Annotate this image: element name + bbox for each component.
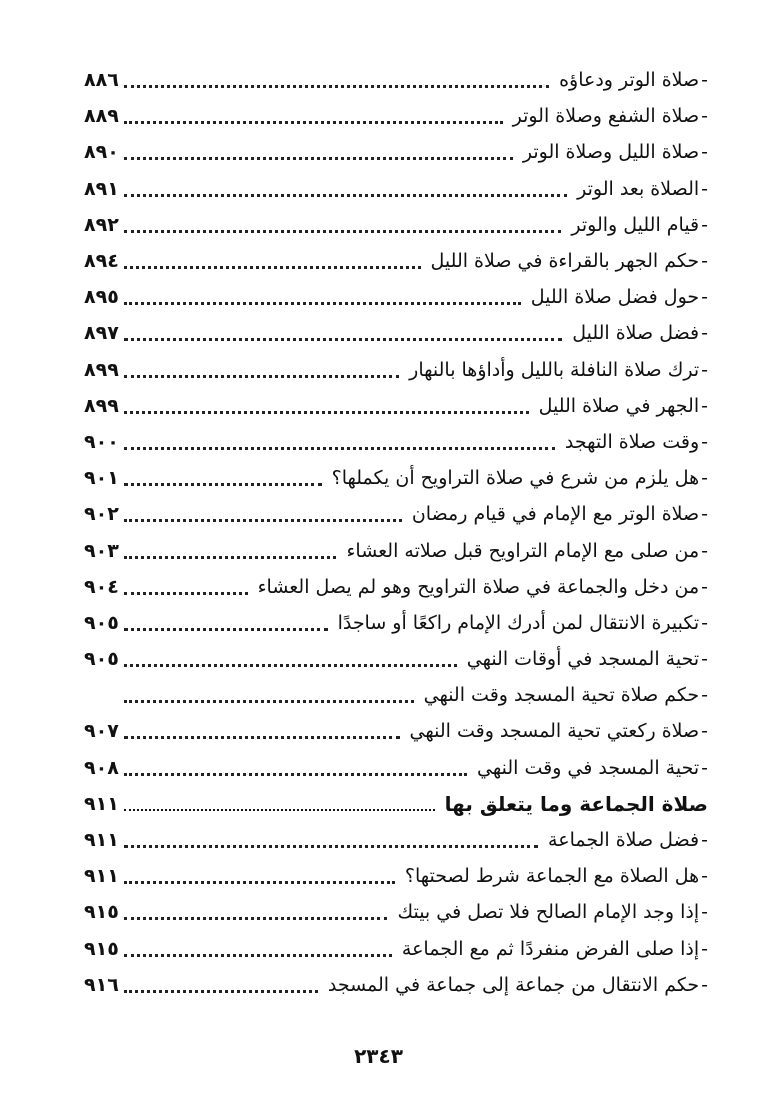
entry-dash-marker: - bbox=[701, 973, 708, 996]
entry-dash-marker: - bbox=[701, 322, 708, 345]
toc-entry bbox=[84, 315, 708, 351]
dot-leader bbox=[124, 916, 387, 920]
entry-dash-marker: - bbox=[701, 105, 708, 128]
entry-dash-marker: - bbox=[701, 575, 708, 598]
entry-dash-marker: - bbox=[701, 141, 708, 164]
toc-entry-text: فضل صلاة الجماعة bbox=[548, 829, 700, 852]
toc-entry bbox=[84, 98, 708, 134]
entry-dash-marker: - bbox=[701, 503, 708, 526]
toc-entry-text: صلاة الجماعة وما يتعلق بها bbox=[444, 791, 708, 816]
toc-entry-title bbox=[439, 792, 708, 816]
toc-entry-page: ٩١٦ bbox=[84, 973, 119, 996]
toc-entry-title bbox=[517, 141, 708, 163]
entry-dash-marker: - bbox=[701, 684, 708, 707]
toc-entry-page: ٩٠٣ bbox=[84, 539, 119, 562]
toc-entry-text: الصلاة بعد الوتر bbox=[577, 177, 700, 200]
entry-dash-marker: - bbox=[701, 901, 708, 924]
toc-entry-title bbox=[322, 974, 708, 996]
toc-entry-page: ٩٠٥ bbox=[84, 611, 119, 634]
toc-entry-title bbox=[418, 684, 708, 706]
toc-entry bbox=[84, 713, 708, 749]
toc-entry bbox=[84, 134, 708, 170]
entry-dash-marker: - bbox=[701, 937, 708, 960]
toc-entry-text: فضل صلاة الليل bbox=[572, 322, 700, 345]
entry-dash-marker: - bbox=[701, 286, 708, 309]
toc-entry-page: ٨٩٤ bbox=[84, 250, 119, 273]
dot-leader bbox=[124, 880, 395, 884]
entry-dash-marker: - bbox=[701, 358, 708, 381]
dot-leader bbox=[124, 699, 414, 703]
toc-entry-text: هل يلزم من شرع في صلاة التراويح أن يكملها؟ bbox=[331, 467, 700, 490]
entry-dash-marker: - bbox=[701, 865, 708, 888]
toc-entry-text: حكم الجهر بالقراءة في صلاة الليل bbox=[430, 250, 700, 273]
toc-entry-text: إذا صلى الفرض منفردًا ثم مع الجماعة bbox=[401, 937, 700, 960]
toc-entry-page: ٩١٥ bbox=[84, 901, 119, 924]
entry-dash-marker: - bbox=[701, 394, 708, 417]
dot-leader bbox=[124, 193, 567, 197]
entry-dash-marker: - bbox=[701, 177, 708, 200]
toc-entry-text: الجهر في صلاة الليل bbox=[538, 394, 700, 417]
toc-entry-page: ٩٠٢ bbox=[84, 503, 119, 526]
dot-leader bbox=[124, 265, 421, 269]
toc-entry-text: صلاة الليل وصلاة الوتر bbox=[522, 141, 700, 164]
toc-entry-text: ترك صلاة النافلة بالليل وأداؤها بالنهار bbox=[409, 358, 700, 381]
toc-entry-text: تكبيرة الانتقال لمن أدرك الإمام راكعًا أو ساجدًا bbox=[337, 611, 700, 634]
toc-entry-page: ٨٩٧ bbox=[84, 322, 119, 345]
toc-entry-page: ٩٠٨ bbox=[84, 756, 119, 779]
toc-entry-text: حكم صلاة تحية المسجد وقت النهي bbox=[423, 684, 700, 707]
toc-entry-page: ٨٨٩ bbox=[84, 105, 119, 128]
dot-leader bbox=[124, 518, 402, 522]
toc-entry-title bbox=[553, 69, 708, 91]
toc-entry-text: إذا وجد الإمام الصالح فلا تصل في بيتك bbox=[397, 901, 700, 924]
toc-entry bbox=[84, 388, 708, 424]
toc-entry-page: ٩١٥ bbox=[84, 937, 119, 960]
toc-entry bbox=[84, 496, 708, 532]
dot-leader bbox=[124, 989, 318, 993]
toc-entry-text: هل الصلاة مع الجماعة شرط لصحتها؟ bbox=[404, 865, 700, 888]
dot-leader bbox=[124, 156, 513, 160]
dot-leader bbox=[124, 735, 400, 739]
entry-dash-marker: - bbox=[701, 539, 708, 562]
toc-entry-title bbox=[404, 720, 708, 742]
toc-entry-text: صلاة الشفع وصلاة الوتر bbox=[512, 105, 700, 128]
toc-entry-page: ٩١١ bbox=[84, 792, 119, 815]
toc-entry-title bbox=[533, 395, 708, 417]
dot-leader bbox=[124, 229, 561, 233]
toc-entry bbox=[84, 858, 708, 894]
toc-entry bbox=[84, 641, 708, 677]
toc-entry-title bbox=[461, 648, 708, 670]
toc-entry-text: صلاة الوتر ودعاؤه bbox=[559, 69, 700, 92]
toc-entry bbox=[84, 207, 708, 243]
toc-entry-title bbox=[252, 576, 708, 598]
toc-entry-text: صلاة ركعتي تحية المسجد وقت النهي bbox=[409, 720, 700, 743]
toc-entry-title bbox=[391, 901, 708, 923]
entry-dash-marker: - bbox=[701, 430, 708, 453]
toc-entry-text: وقت صلاة التهجد bbox=[564, 430, 700, 453]
entry-dash-marker: - bbox=[701, 213, 708, 236]
toc-entry bbox=[84, 750, 708, 786]
toc-entry-text: قيام الليل والوتر bbox=[571, 213, 700, 236]
toc-entry-page: ٨٩٩ bbox=[84, 358, 119, 381]
toc-entry-page: ٨٩٢ bbox=[84, 213, 119, 236]
dot-leader bbox=[124, 627, 328, 631]
toc-entry bbox=[84, 62, 708, 98]
entry-dash-marker: - bbox=[701, 829, 708, 852]
toc-entry-text: من دخل والجماعة في صلاة التراويح وهو لم يصل العشاء bbox=[257, 575, 700, 598]
toc-entry bbox=[84, 243, 708, 279]
toc-entry-page: ٨٨٦ bbox=[84, 69, 119, 92]
dot-leader bbox=[124, 482, 322, 486]
toc-entry-title bbox=[525, 286, 708, 308]
toc-entry bbox=[84, 569, 708, 605]
dot-leader bbox=[124, 772, 467, 776]
toc-entry-page: ٨٩١ bbox=[84, 177, 119, 200]
dot-leader bbox=[124, 663, 457, 667]
toc-entry-title bbox=[471, 757, 708, 779]
toc-entry-title bbox=[399, 865, 708, 887]
toc-entry-text: من صلى مع الإمام التراويح قبل صلاته العشاء bbox=[346, 539, 700, 562]
toc-entry bbox=[84, 894, 708, 930]
toc-entry-page: ٩٠٧ bbox=[84, 720, 119, 743]
toc-entry-title bbox=[571, 178, 708, 200]
entry-dash-marker: - bbox=[701, 69, 708, 92]
entry-dash-marker: - bbox=[701, 467, 708, 490]
dot-leader bbox=[124, 374, 399, 378]
entry-dash-marker: - bbox=[701, 756, 708, 779]
toc-entry-page: ٩٠٥ bbox=[84, 648, 119, 671]
toc-entry-title bbox=[406, 503, 708, 525]
dot-leader bbox=[124, 808, 435, 811]
toc-entry-text: حول فضل صلاة الليل bbox=[530, 286, 700, 309]
toc-entry-page: ٨٩٩ bbox=[84, 394, 119, 417]
toc-entry bbox=[84, 967, 708, 1003]
dot-leader bbox=[124, 84, 549, 88]
toc-entry-page: ٩٠٠ bbox=[84, 430, 119, 453]
toc-entry bbox=[84, 171, 708, 207]
toc-entry bbox=[84, 605, 708, 641]
toc-entry-title bbox=[326, 467, 708, 489]
dot-leader bbox=[124, 555, 336, 559]
toc-entry-page: ٩٠٤ bbox=[84, 575, 119, 598]
page-number: ٢٣٤٣ bbox=[354, 1044, 403, 1068]
toc-entry-title bbox=[542, 829, 708, 851]
entry-dash-marker: - bbox=[701, 648, 708, 671]
dot-leader bbox=[124, 953, 392, 957]
toc-entry-title bbox=[403, 359, 708, 381]
toc-entry-text: حكم الانتقال من جماعة إلى جماعة في المسجد bbox=[327, 973, 700, 996]
dot-leader bbox=[124, 410, 529, 414]
dot-leader bbox=[124, 301, 521, 305]
toc-entry-text: تحية المسجد في وقت النهي bbox=[477, 756, 700, 779]
toc-entry-page: ٩١١ bbox=[84, 829, 119, 852]
entry-dash-marker: - bbox=[701, 611, 708, 634]
dot-leader bbox=[124, 337, 562, 341]
toc-entry bbox=[84, 677, 708, 713]
toc-entry-title bbox=[425, 250, 708, 272]
entry-dash-marker: - bbox=[701, 250, 708, 273]
toc-entry-title bbox=[507, 105, 708, 127]
toc-entry-title bbox=[559, 431, 708, 453]
toc-section-heading bbox=[84, 786, 708, 822]
dot-leader bbox=[124, 446, 555, 450]
toc-entry-title bbox=[565, 214, 708, 236]
toc-entry-page: ٨٩٠ bbox=[84, 141, 119, 164]
dot-leader bbox=[124, 591, 248, 595]
toc-entry-page: ٨٩٥ bbox=[84, 286, 119, 309]
toc-entry bbox=[84, 424, 708, 460]
toc-entry-page: ٩٠١ bbox=[84, 467, 119, 490]
dot-leader bbox=[124, 120, 503, 124]
toc-entry-title bbox=[566, 322, 708, 344]
dot-leader bbox=[124, 844, 538, 848]
entry-dash-marker: - bbox=[701, 720, 708, 743]
toc-entry bbox=[84, 460, 708, 496]
toc-entry-page: ٩١١ bbox=[84, 865, 119, 888]
toc-entry-title bbox=[396, 938, 708, 960]
toc-entry bbox=[84, 931, 708, 967]
toc-entry-text: تحية المسجد في أوقات النهي bbox=[466, 648, 700, 671]
toc-entry bbox=[84, 532, 708, 568]
toc-entry-text: صلاة الوتر مع الإمام في قيام رمضان bbox=[411, 503, 700, 526]
toc-entry bbox=[84, 822, 708, 858]
toc-entry-title bbox=[340, 540, 708, 562]
toc-entry-title bbox=[332, 612, 708, 634]
toc-entry bbox=[84, 279, 708, 315]
table-of-contents bbox=[84, 62, 708, 1003]
toc-entry bbox=[84, 352, 708, 388]
